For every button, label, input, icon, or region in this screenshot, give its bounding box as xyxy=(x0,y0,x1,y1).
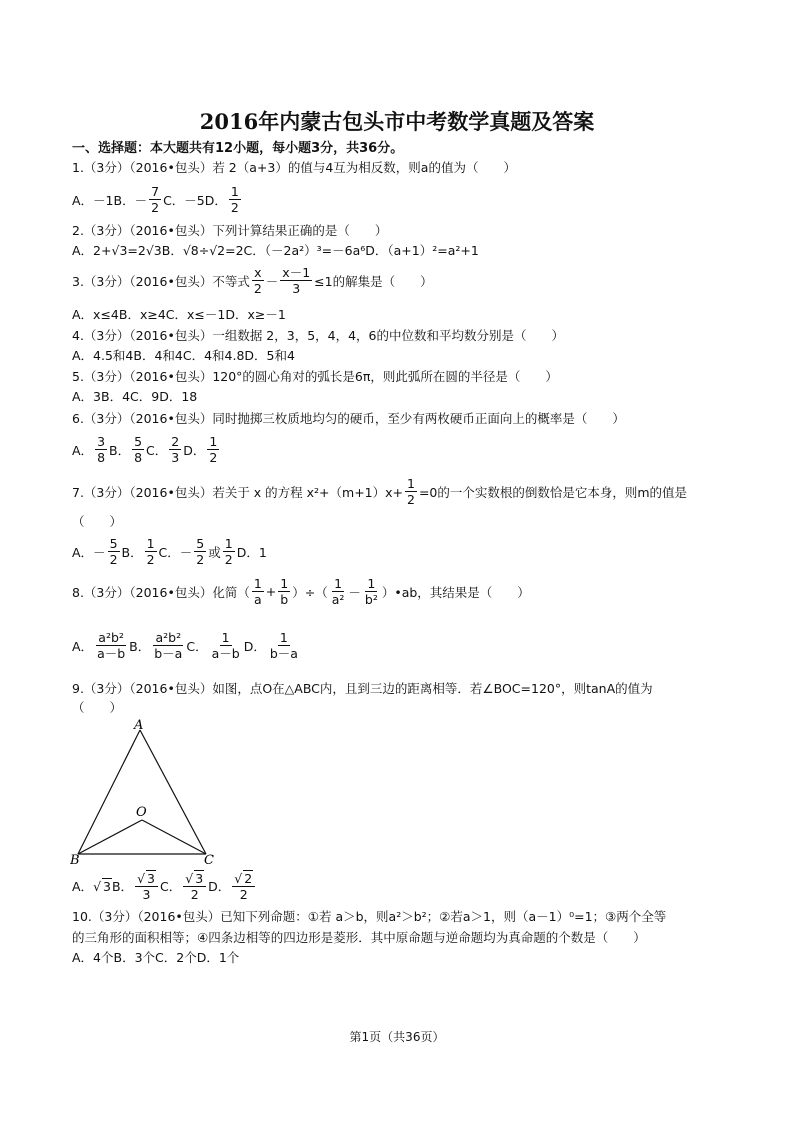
fraction: $\frac{7}{2}$ xyxy=(151,184,160,215)
fraction: $\frac{1}{\text{b²}}$ xyxy=(364,576,378,607)
option-c: C．－5 xyxy=(163,192,205,208)
question-10-options: A．4个B．3个C．2个D．1个 xyxy=(72,950,240,965)
question-1-options xyxy=(72,184,243,215)
question-2-stem: 2.（3分）（2016•包头）下列计算结果正确的是（ ） xyxy=(72,223,388,238)
question-10-stem-line2: 的三角形的面积相等；④四条边相等的四边形是菱形．其中原命题与逆命题均为真命题的个数是（ ） xyxy=(72,930,646,945)
option-c: C． xyxy=(186,638,208,654)
sqrt: √ 3 xyxy=(93,879,111,894)
fraction: $\frac{3}{8}$ xyxy=(97,434,106,465)
question-7-options xyxy=(72,536,267,567)
fraction: $\frac{1}{b-a}$ xyxy=(269,630,298,661)
label-b: B xyxy=(70,853,80,868)
option-d: D． xyxy=(183,442,206,458)
question-5-stem: 5.（3分）（2016•包头）120°的圆心角对的弧长是6π，则此弧所在圆的半径是（ ） xyxy=(72,369,558,384)
question-3-stem xyxy=(72,265,433,296)
option-d: D． xyxy=(204,192,227,208)
fraction: $\frac{x}{2}$ xyxy=(253,265,262,296)
option-d: D． xyxy=(208,879,231,894)
plus-sign: + xyxy=(265,584,277,599)
fraction: $\frac{\text{a²b²}}{a-b}$ xyxy=(97,630,126,661)
answer-paren: （ ） xyxy=(72,514,123,529)
option-b: B． xyxy=(113,192,135,208)
option-d: D． xyxy=(243,638,266,654)
section-heading: 一、选择题：本大题共有12小题，每小题3分，共36分。 xyxy=(72,141,404,156)
question-2-options: A．2+√3=2√3B．√8÷√2=2C．（－2a²）³=－6a⁶D．（a+1）²=a²+1 xyxy=(72,243,479,258)
triangle-figure xyxy=(70,718,230,868)
fraction: $\frac{1}{a}$ xyxy=(253,576,262,607)
label-c: C xyxy=(204,853,214,868)
question-9-stem: 9.（3分）（2016•包头）如图，点O在△ABC内，且到三边的距离相等．若∠BOC=120°，则tanA的值为 xyxy=(72,681,653,696)
option-c: C． xyxy=(146,442,168,458)
fraction: $\frac{2}{3}$ xyxy=(171,434,180,465)
minus-sign: － xyxy=(265,273,279,289)
fraction: $\frac{\text{a²b²}}{b-a}$ xyxy=(154,630,183,661)
question-6-options xyxy=(72,434,221,465)
label-a: A xyxy=(134,718,144,733)
option-a: A． xyxy=(72,442,94,458)
option-c: C．－ xyxy=(158,544,193,560)
minus-sign: － xyxy=(134,192,148,208)
side-ac xyxy=(140,730,206,854)
fraction: $\frac{1}{b}$ xyxy=(280,576,289,607)
question-1-stem: 1.（3分）（2016•包头）若 2（a+3）的值与4互为相反数，则a的值为（ ） xyxy=(72,160,516,175)
question-5-options: A．3B．4C．9D．18 xyxy=(72,389,198,404)
question-9-options xyxy=(72,870,257,902)
stem-text: 8.（3分）（2016•包头）化简（ xyxy=(72,584,250,600)
fraction: $\frac{5}{8}$ xyxy=(134,434,143,465)
page-footer: 第1页（共36页） xyxy=(349,1030,445,1044)
side-ab xyxy=(78,730,140,854)
fraction: $\frac{√ 2}{2}$ xyxy=(232,870,255,902)
option-a: A． xyxy=(72,638,94,654)
or-text: 或 xyxy=(208,544,221,560)
page-title: 2016年内蒙古包头市中考数学真题及答案 xyxy=(199,109,595,134)
question-7-stem xyxy=(72,476,687,507)
minus-sign: － xyxy=(348,584,361,600)
stem-text: 7.（3分）（2016•包头）若关于 x 的方程 x²+（m+1）x+ xyxy=(72,484,403,500)
stem-text: ≤1的解集是（ ） xyxy=(314,273,433,289)
label-o: O xyxy=(136,805,147,820)
fraction: $\frac{1}{2}$ xyxy=(230,184,239,215)
stem-text: 3.（3分）（2016•包头）不等式 xyxy=(72,273,250,289)
option-a: A．－1 xyxy=(72,192,114,208)
segment-ob xyxy=(78,820,142,854)
fraction: $\frac{1}{2}$ xyxy=(146,536,155,567)
stem-text: ）÷（ xyxy=(292,584,328,600)
stem-text: ）•ab，其结果是（ ） xyxy=(381,584,530,600)
fraction: $\frac{x-1}{3}$ xyxy=(282,265,311,296)
answer-paren: （ ） xyxy=(72,700,123,715)
fraction: $\frac{5}{2}$ xyxy=(196,536,205,567)
question-8-stem xyxy=(72,576,530,607)
option-b: B． xyxy=(111,879,134,894)
option-b: B． xyxy=(121,544,143,560)
stem-text: =0的一个实数根的倒数恰是它本身，则m的值是 xyxy=(418,484,688,500)
option-b: B． xyxy=(129,638,151,654)
fraction: $\frac{1}{2}$ xyxy=(224,536,233,567)
question-3-options: A．x≤4B．x≥4C．x≤－1D．x≥－1 xyxy=(72,307,286,322)
question-6-stem: 6.（3分）（2016•包头）同时抛掷三枚质地均匀的硬币，至少有两枚硬币正面向上的概率是（ ） xyxy=(72,411,625,426)
option-a: A．－ xyxy=(72,544,106,560)
fraction: $\frac{1}{2}$ xyxy=(209,434,218,465)
option-a: A． xyxy=(72,879,94,894)
option-d: D．1 xyxy=(236,544,267,560)
fraction: $\frac{1}{\text{a²}}$ xyxy=(331,576,345,607)
question-8-options xyxy=(72,630,302,661)
fraction: $\frac{5}{2}$ xyxy=(109,536,118,567)
fraction: $\frac{√ 3}{2}$ xyxy=(183,870,206,902)
fraction: $\frac{√ 3}{3}$ xyxy=(135,870,158,902)
option-b: B． xyxy=(109,442,131,458)
question-4-stem: 4.（3分）（2016•包头）一组数据 2，3，5，4，4，6的中位数和平均数分别是（ ） xyxy=(72,328,565,343)
question-4-options: A．4.5和4B．4和4C．4和4.8D．5和4 xyxy=(72,348,295,363)
fraction: $\frac{1}{a-b}$ xyxy=(211,630,240,661)
fraction: $\frac{1}{2}$ xyxy=(407,476,415,507)
option-c: C． xyxy=(159,879,182,894)
question-10-stem-line1: 10.（3分）（2016•包头）已知下列命题：①若 a＞b，则a²＞b²；②若a＞1，则（a－1）⁰=1；③两个全等 xyxy=(72,909,667,924)
